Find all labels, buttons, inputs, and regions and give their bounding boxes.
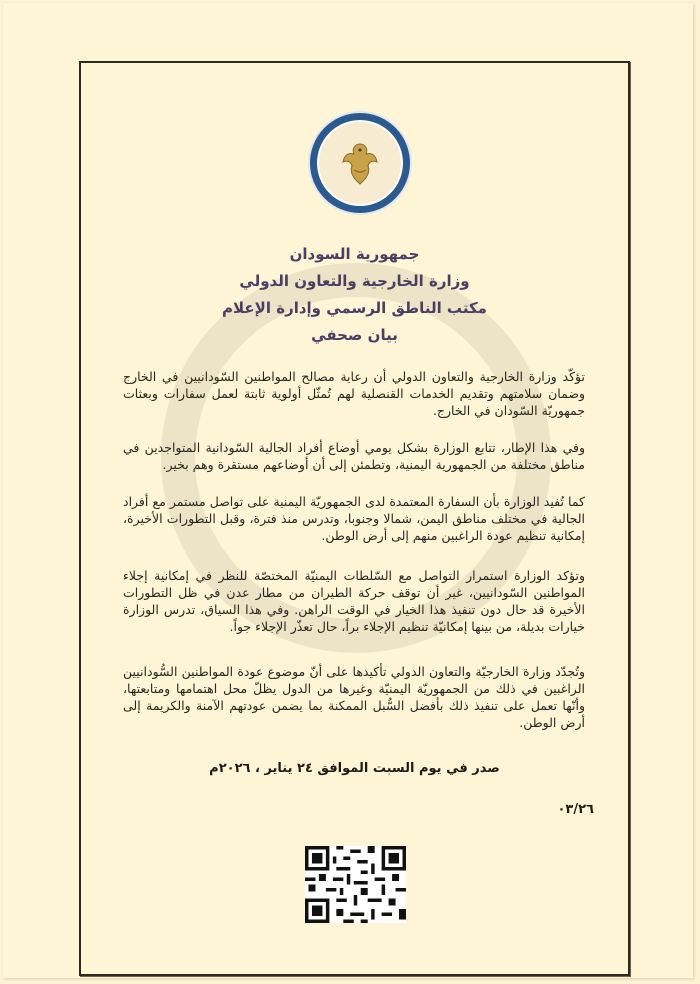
issued-date-line: صدر في يوم السبت الموافق ٢٤ يناير ، ٢٠٢٦م [209, 761, 500, 776]
paragraph-1: تؤكّد وزارة الخارجية والتعاون الدولي أن رعاية مصالح المواطنين السّودانيين في الخارج وضمان سلامتهم وتقديم الخدمات القنصلية لهم تُمثّل أولوية ثابتة لعمل سفارات وبعثات جمهوريّة السّودان في الخارج. [123, 369, 585, 418]
document-frame [79, 61, 630, 976]
paragraph-5: وتُجدّد وزارة الخارجيّة والتعاون الدولي تأكيدها على أنّ موضوع عودة المواطنين السُّودانيين الراغبين في ذلك من الجمهوريّة اليمنيّة وغيرها من الدول يظلّ محل اهتمامها ومتابعتها، وأنّها تعمل على تنفيذ ذلك بأفضل السُّبل الممكنة بما يضمن عودتهم الآمنة والكريمة إلى أرض الوطن. [123, 664, 585, 730]
ministry-seal-logo [308, 111, 412, 215]
paragraph-2: وفي هذا الإطار، تتابع الوزارة بشكل يومي أوضاع أفراد الجالية السّودانية المتواجدين في مناطق مختلفة من الجمهورية اليمنية، وتطمئن إلى أن أوضاعهم مستقرة وهم بخير. [123, 440, 585, 472]
ministry-heading: وزارة الخارجية والتعاون الدولي [239, 272, 470, 290]
reference-number: ٠٣/٢٦ [557, 802, 594, 817]
paragraph-3: كما تُفيد الوزارة بأن السفارة المعتمدة لدى الجمهوريّة اليمنية على تواصل مستمر مع أفراد الجالية في مختلف مناطق اليمن، شمالا وجنوبا، وتدرس منذ فترة، وقبل التطورات الأخيرة، إمكانية تنظيم عودة الراغبين منهم إلى أرض الوطن. [123, 494, 585, 543]
letterhead [81, 241, 628, 349]
qr-code[interactable] [305, 846, 406, 923]
seal-inner-ring [317, 120, 403, 206]
document-title: بيان صحفي [311, 326, 398, 344]
office-heading: مكتب الناطق الرسمي وإدارة الإعلام [222, 299, 487, 317]
paragraph-4: وتؤكد الوزارة استمرار التواصل مع السّلطات اليمنيّة المختصّة للنظر في إمكانية إجلاء المواطنين السّودانيين، غير أن توقف حركة الطيران من مطار عدن في ظل التطورات الأخيرة قد حال دون تنفيذ هذا الخيار في الوقت الراهن. وفي هذا السياق، تدرس الوزارة خيارات بديلة، من بينها إمكانيّة تنظيم الإجلاء براً، حال تعذّر الإجلاء جواً. [123, 568, 585, 634]
secretary-bird-emblem-icon [340, 140, 380, 186]
country-heading: جمهورية السودان [289, 245, 420, 263]
